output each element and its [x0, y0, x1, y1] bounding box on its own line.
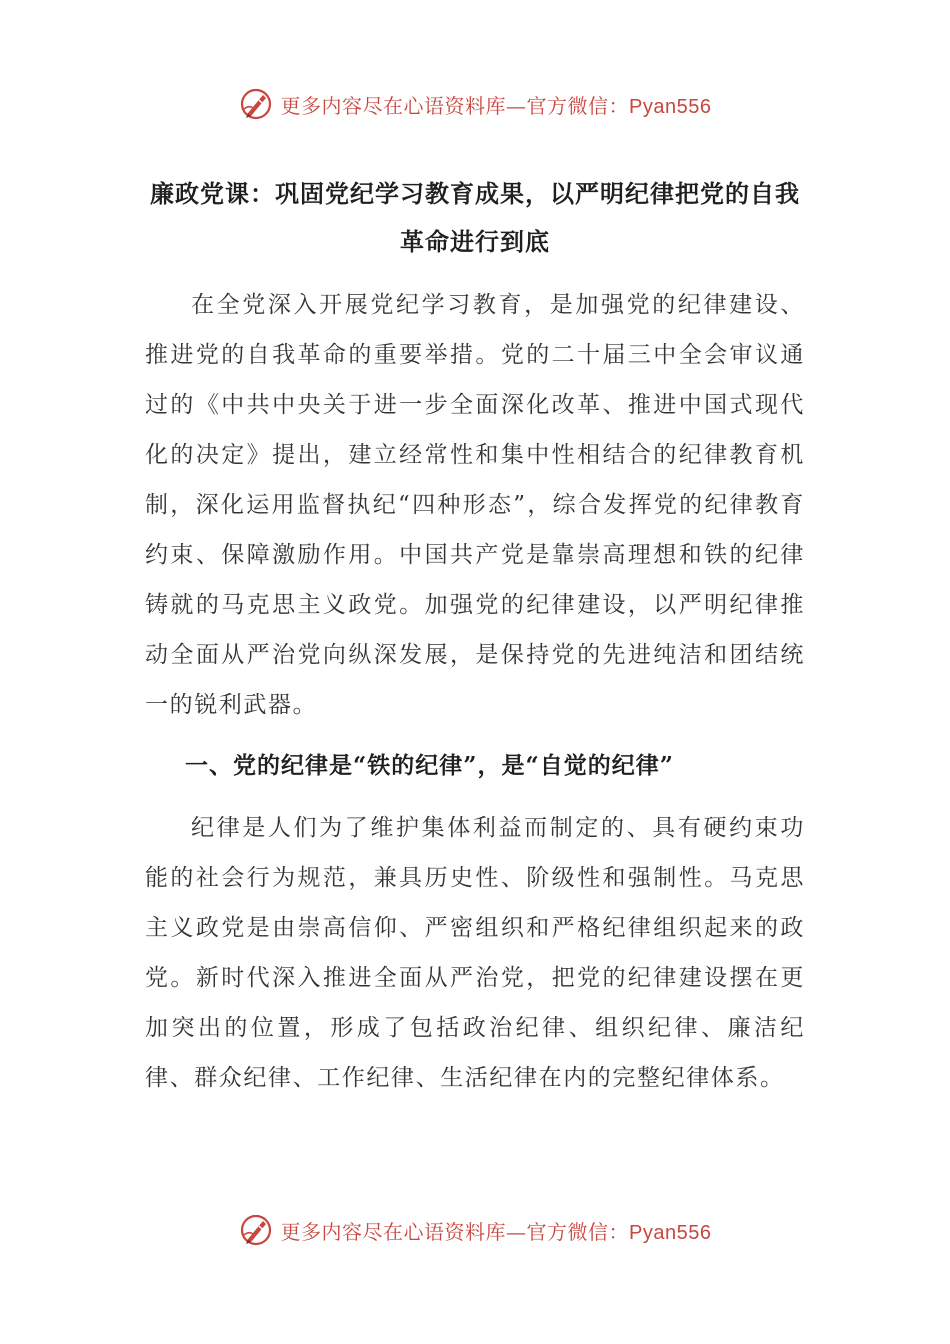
wechat-id: Pyan556 — [629, 95, 712, 118]
document-title: 廉政党课：巩固党纪学习教育成果，以严明纪律把党的自我革命进行到底 — [150, 179, 800, 256]
watermark-text: 更多内容尽在心语资料库—官方微信：Pyan556 — [280, 1219, 712, 1244]
section-heading-1: 一、党的纪律是“铁的纪律”，是“自觉的纪律” — [185, 752, 674, 779]
header-watermark-banner — [0, 84, 950, 124]
paragraph-intro: 在全党深入开展党纪学习教育，是加强党的纪律建设、推进党的自我革命的重要举措。党的二十届三中全会审议通过的《中共中央关于进一步全面深化改革、推进中国式现代化的决定》提出，建立经常性和集中性相结合的纪律教育机制，深化运用监督执纪“四种形态”，综合发挥党的纪律教育约束、保障激励作用。中国共产党是靠崇高理想和铁的纪律铸就的马克思主义政党。加强党的纪律建设，以严明纪律推动全面从严治党向纵深发展，是保持党的先进纯洁和团结统一的锐利武器。 — [145, 292, 805, 718]
watermark-text: 更多内容尽在心语资料库—官方微信：Pyan556 — [280, 93, 712, 118]
pen-quill-logo-icon — [239, 1213, 273, 1247]
wechat-id: Pyan556 — [629, 1221, 712, 1244]
pen-quill-logo-icon — [239, 87, 273, 121]
paragraph-section-1: 纪律是人们为了维护集体利益而制定的、具有硬约束功能的社会行为规范，兼具历史性、阶级性和强制性。马克思主义政党是由崇高信仰、严密组织和严格纪律组织起来的政党。新时代深入推进全面从严治党，把党的纪律建设摆在更加突出的位置，形成了包括政治纪律、组织纪律、廉洁纪律、群众纪律、工作纪律、生活纪律在内的完整纪律体系。 — [145, 815, 805, 1091]
footer-watermark-banner — [0, 1210, 950, 1250]
